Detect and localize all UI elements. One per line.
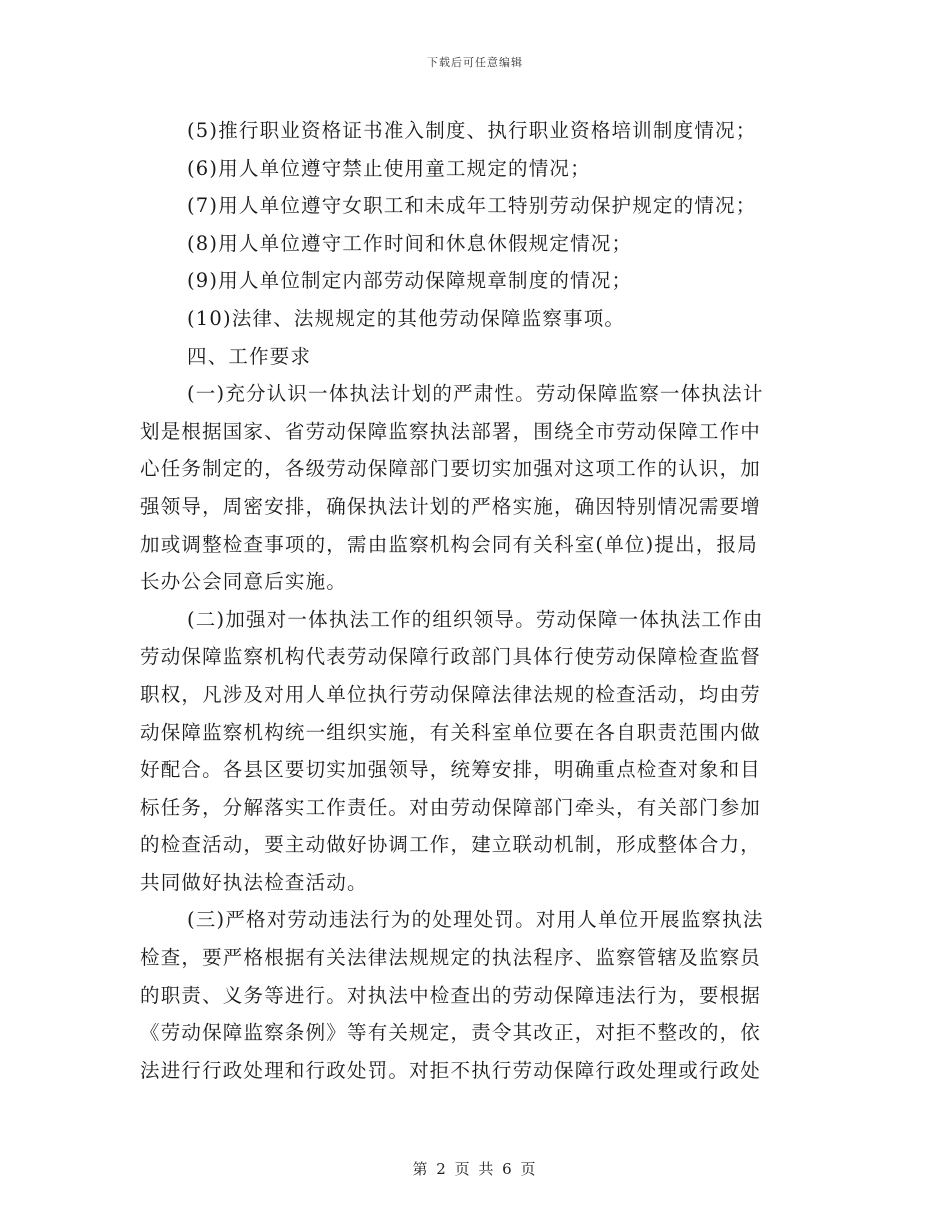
text-line: 共同做好执法检查活动。: [140, 870, 368, 894]
text-line: (8)用人单位遵守工作时间和休息休假规定情况；: [187, 231, 633, 255]
text-line: (10)法律、法规规定的其他劳动保障监察事项。: [187, 306, 626, 330]
text-line: (5)推行职业资格证书准入制度、执行职业资格培训制度情况；: [187, 119, 757, 142]
text-line: (一)充分认识一体执法计划的严肃性。劳动保障监察一体执法计: [187, 382, 764, 406]
text-line: 加或调整检查事项的，需由监察机构会同有关科室(单位)提出，报局: [140, 532, 758, 556]
text-line: 强领导，周密安排，确保执法计划的严格实施，确因特别情况需要增: [140, 494, 762, 518]
text-line: 划是根据国家、省劳动保障监察执法部署，围绕全市劳动保障工作中: [140, 419, 762, 443]
text-line: (7)用人单位遵守女职工和未成年工特别劳动保护规定的情况；: [187, 194, 757, 218]
text-line: 的检查活动，要主动做好协调工作，建立联动机制，形成整体合力，: [140, 833, 762, 857]
text-line: (6)用人单位遵守禁止使用童工规定的情况；: [187, 156, 591, 180]
text-line: 的职责、义务等进行。对执法中检查出的劳动保障违法行为，要根据: [140, 983, 762, 1007]
text-line: (二)加强对一体执法工作的组织领导。劳动保障一体执法工作由: [187, 607, 764, 631]
section-heading: 四、工作要求: [187, 344, 312, 368]
text-line: 检查，要严格根据有关法律法规规定的执法程序、监察管辖及监察员: [140, 946, 762, 970]
text-line: 职权，凡涉及对用人单位执行劳动保障法律法规的检查活动，均由劳: [140, 682, 762, 706]
page-number-footer: 第 2 页 共 6 页: [412, 1160, 538, 1178]
text-line: 法进行行政处理和行政处罚。对拒不执行劳动保障行政处理或行政处: [140, 1058, 762, 1082]
text-line: 长办公会同意后实施。: [140, 570, 348, 594]
text-line: (三)严格对劳动违法行为的处理处罚。对用人单位开展监察执法: [187, 908, 764, 932]
text-line: 心任务制定的，各级劳动保障部门要切实加强对这项工作的认识，加: [140, 457, 762, 481]
page-header: 下载后可任意编辑: [427, 56, 523, 69]
text-line: (9)用人单位制定内部劳动保障规章制度的情况；: [187, 269, 633, 293]
document-body: [140, 112, 805, 1089]
text-line: 动保障监察机构统一组织实施，有关科室单位要在各自职责范围内做: [140, 720, 762, 744]
text-line: 标任务，分解落实工作责任。对由劳动保障部门牵头，有关部门参加: [140, 795, 762, 819]
text-line: 《劳动保障监察条例》等有关规定，责令其改正，对拒不整改的，依: [140, 1021, 762, 1045]
text-line: 劳动保障监察机构代表劳动保障行政部门具体行使劳动保障检查监督: [140, 645, 762, 669]
text-line: 好配合。各县区要切实加强领导，统筹安排，明确重点检查对象和目: [140, 758, 762, 782]
